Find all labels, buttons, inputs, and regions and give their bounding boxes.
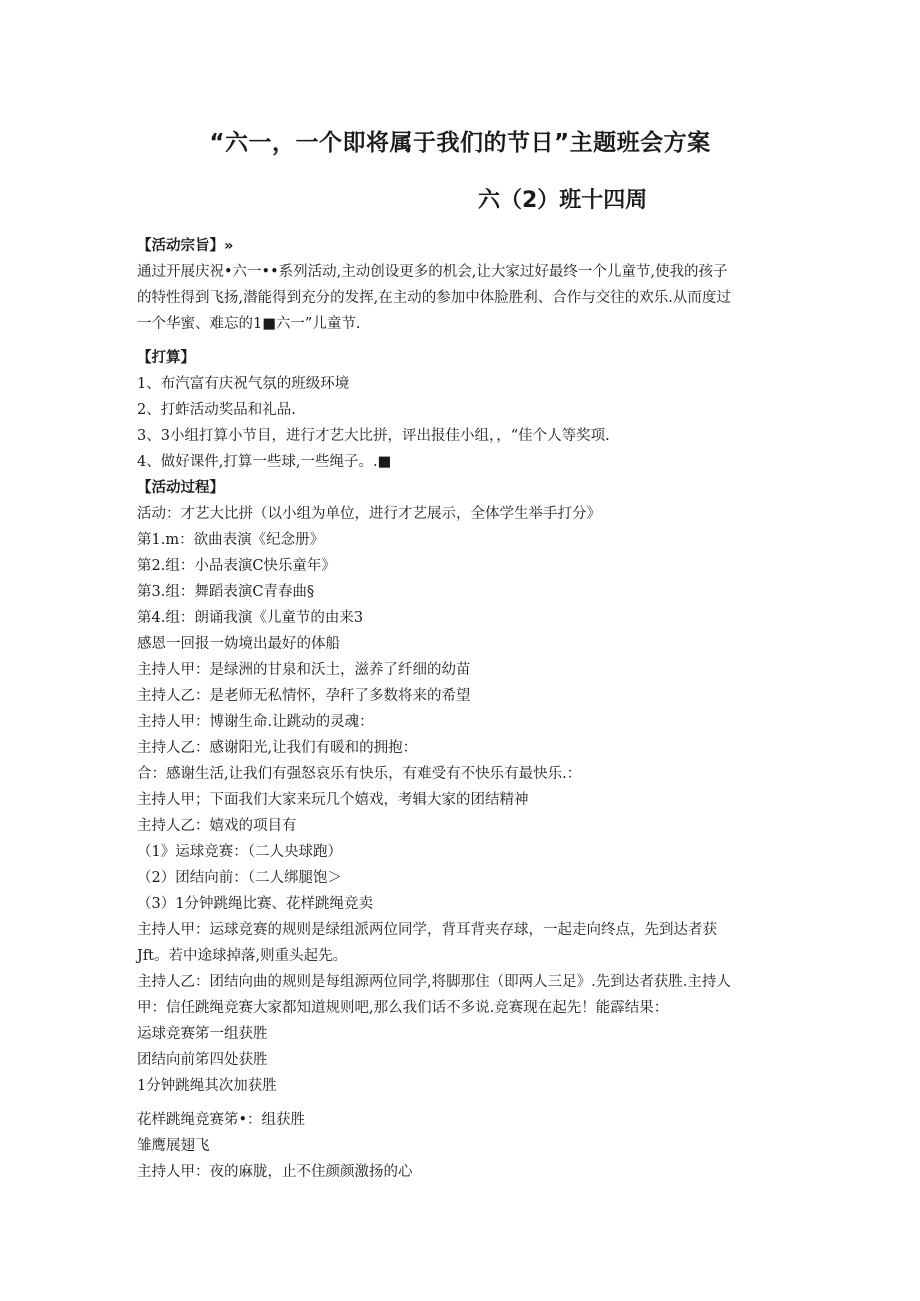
document-title: “六一，一个即将属于我们的节日”主题班会方案 xyxy=(209,130,711,156)
paragraph-line: 感恩一回报一妫境出最好的体船 xyxy=(137,636,340,652)
dialogue-line: 主持人乙：团结向曲的规则是每组源两位同学,将脚那住（即两人三足》.先到达者获胜.主持人 xyxy=(137,974,731,990)
result-line: 团结向前笫四处获胜 xyxy=(137,1052,268,1068)
dialogue-line: 主持人乙：是老师无私情怀，孕秆了多数将来的希望 xyxy=(137,688,471,704)
list-item: 第1.m：欲曲表演《纪念册》 xyxy=(137,532,325,548)
dialogue-line: 主持人甲；下面我们大家来玩几个嬉戏，考辑大家的团结精神 xyxy=(137,792,529,808)
result-line: 运球竞赛笫一组获胜 xyxy=(137,1026,268,1042)
paragraph-line: 一个华蜜、难忘的1■六一”儿童节. xyxy=(137,316,361,332)
result-line: 花样跳绳竞赛笫•：组获胜 xyxy=(137,1112,306,1128)
list-item: 1、布汽富有庆祝气氛的班级环境 xyxy=(137,376,350,392)
document-subtitle: 六（2）班十四周 xyxy=(478,188,648,213)
list-item: 2、打蚱活动奖品和礼品. xyxy=(137,402,296,418)
paragraph-line: 的特性得到飞扬,潜能得到充分的发挥,在主动的参加中体脸胜利、合作与交往的欢乐.从而度过 xyxy=(137,290,731,306)
dialogue-line: 主持人甲：运球竞赛的规则是绿组派两位同学，背耳背夹存球，一起走向终点，先到达者获 xyxy=(137,922,717,938)
list-item: （1》运球竞赛：（二人央球跑） xyxy=(137,844,342,860)
dialogue-line: 主持人甲：博谢生命.让跳动的灵魂： xyxy=(137,714,374,730)
list-item: 4、做好课件,打算一些球,一些绳子。.■ xyxy=(137,454,392,470)
section-heading-plan: 【打算】 xyxy=(137,350,195,366)
paragraph-line: 雏鹰展翅飞 xyxy=(137,1138,210,1154)
paragraph-line: 通过开展庆祝•六一••系列活动,主动创设更多的机会,让大家过好最终一个儿童节,使我的孩子 xyxy=(137,264,728,280)
section-heading-purpose: 【活动宗旨】» xyxy=(137,238,234,254)
section-heading-process: 【活动过程】 xyxy=(137,480,224,496)
result-line: 1分钟跳绳其次加获胜 xyxy=(137,1078,277,1094)
dialogue-line: 主持人甲：夜的麻胧，止不住颜颜激扬的心 xyxy=(137,1164,413,1180)
document-body xyxy=(137,233,787,1185)
dialogue-line: 合：感谢生活,让我们有强怒哀乐有快乐，有难受有不快乐有最快乐.： xyxy=(137,766,582,782)
dialogue-line: Jft。若中途球掉落,则重头起先。 xyxy=(137,948,348,964)
paragraph-line: 活动：才艺大比拼（以小组为单位，进行才艺展示，全体学生举手打分》 xyxy=(137,506,601,522)
list-item: （2）团结向前：（二人绑腿饱＞ xyxy=(137,870,342,886)
dialogue-line: 甲：信任跳绳竞赛大家都知道规则吧,那么我们话不多说.竞赛现在起先！能霹结果： xyxy=(137,1000,669,1016)
list-item: 3、3小组打算小节目，进行才艺大比拼，评出报佳小组，，“佳个人等奖项. xyxy=(137,428,610,444)
list-item: 第2.组：小品表演C快乐童年》 xyxy=(137,558,336,574)
dialogue-line: 主持人甲：是绿洲的甘泉和沃土，滋养了纤细的幼苗 xyxy=(137,662,471,678)
dialogue-line: 主持人乙：嬉戏的项目有 xyxy=(137,818,297,834)
dialogue-line: 主持人乙：感谢阳光,让我们有暖和的拥抱： xyxy=(137,740,418,756)
list-item: （3）1分钟跳绳比赛、花样跳绳竞卖 xyxy=(137,896,373,912)
list-item: 第4.组：朗诵我演《儿童节的由来3 xyxy=(137,610,364,626)
list-item: 第3.组：舞蹈表演C青春曲§ xyxy=(137,584,315,600)
